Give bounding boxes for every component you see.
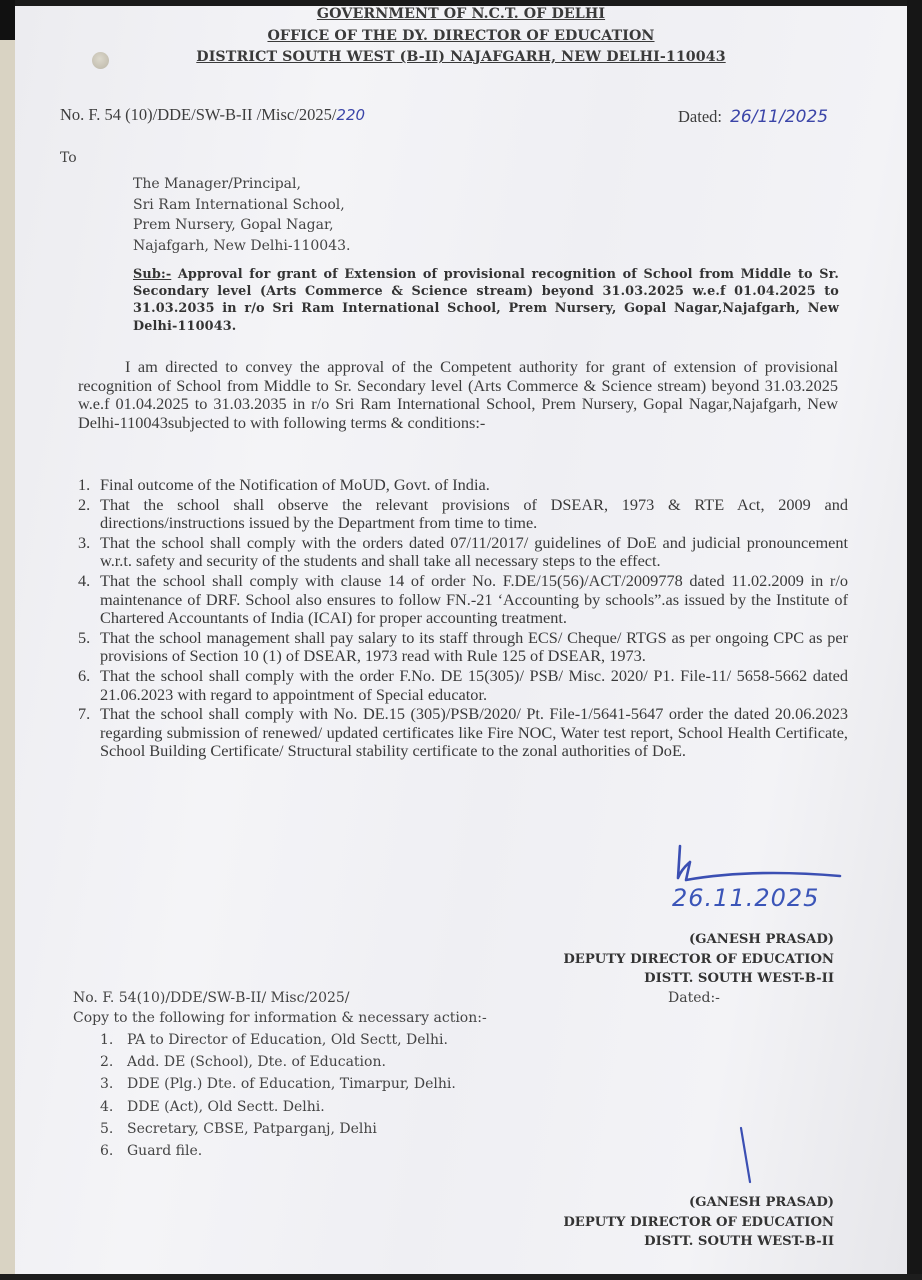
signatory-designation: DEPUTY DIRECTOR OF EDUCATION	[563, 951, 834, 967]
reference-number-handwritten: 220	[336, 106, 366, 124]
copy-recipient	[100, 1096, 456, 1118]
copy-text: DDE (Plg.) Dte. of Education, Timarpur, Delhi.	[127, 1076, 456, 1093]
copy-recipient	[100, 1051, 456, 1073]
copy-reference	[73, 988, 487, 1028]
signatory-designation: DEPUTY DIRECTOR OF EDUCATION	[563, 1214, 834, 1230]
subject	[133, 266, 839, 335]
signatory-district: DISTT. SOUTH WEST-B-II	[644, 971, 834, 986]
copy-number: 1.	[100, 1032, 114, 1048]
to-label: To	[60, 150, 77, 166]
scan-border-left	[0, 40, 15, 1280]
recipient-address	[133, 174, 350, 256]
signature-stroke-2	[735, 1125, 765, 1185]
signatory-name: (GANESH PRASAD)	[689, 932, 834, 947]
copy-intro: Copy to the following for information & necessary action:-	[73, 1010, 487, 1026]
copy-text: Guard file.	[127, 1143, 203, 1160]
recipient-line: Prem Nursery, Gopal Nagar,	[133, 217, 334, 233]
reference-number-prefix: No. F. 54 (10)/DDE/SW-B-II /Misc/2025/	[60, 105, 337, 124]
term-item	[78, 629, 848, 666]
letterhead-line-2: OFFICE OF THE DY. DIRECTOR OF EDUCATION	[267, 28, 655, 44]
signature-date-handwritten: 26.11.2025	[672, 884, 820, 912]
term-number: 2.	[78, 494, 91, 514]
term-text: That the school shall comply with the orders dated 07/11/2017/ guidelines of DoE and judicial pronouncement w.r.t. safety and security of the students and shall take all necessary steps to the effect.	[100, 532, 848, 571]
copy-recipient	[100, 1118, 456, 1140]
term-number: 3.	[78, 532, 91, 552]
reference-number	[60, 105, 365, 125]
term-number: 5.	[78, 627, 91, 647]
term-text: That the school shall observe the relevant provisions of DSEAR, 1973 & RTE Act, 2009 and directions/instructions issued by the Department from time to time.	[100, 494, 848, 533]
term-item	[78, 667, 848, 704]
term-item	[78, 534, 848, 571]
recipient-line: Sri Ram International School,	[133, 196, 345, 213]
signatory-name: (GANESH PRASAD)	[689, 1195, 834, 1210]
letterhead-line-3: DISTRICT SOUTH WEST (B-II) NAJAFGARH, NEW DELHI-110043	[196, 49, 726, 65]
recipient-line: The Manager/Principal,	[133, 176, 301, 192]
term-item	[78, 476, 848, 495]
copy-number: 2.	[100, 1054, 114, 1071]
term-item	[78, 705, 848, 761]
copy-number: 6.	[100, 1143, 114, 1160]
term-text: That the school management shall pay salary to its staff through ECS/ Cheque/ RTGS as per ongoing CPC as per provisions of Section 10 (1) of DSEAR, 1973 read with Rule 125 of DSEAR, 1973.	[100, 627, 848, 666]
term-item	[78, 496, 848, 533]
term-number: 7.	[78, 704, 91, 724]
copy-text: Add. DE (School), Dte. of Education.	[127, 1054, 386, 1071]
copy-number: 4.	[100, 1098, 114, 1115]
term-number: 1.	[78, 475, 91, 494]
scan-border-right	[907, 0, 922, 1280]
term-number: 6.	[78, 665, 91, 685]
copy-text: PA to Director of Education, Old Sectt, Delhi.	[127, 1032, 448, 1048]
term-text: Final outcome of the Notification of MoUD, Govt. of India.	[100, 475, 490, 494]
dated-label: Dated:	[678, 107, 722, 126]
signature-block-1	[563, 930, 834, 989]
body-paragraph: I am directed to convey the approval of the Competent authority for grant of extension of provisional recognition of School from Middle to Sr. Secondary level (Arts Commerce & Science stream) beyond 31.03.2025 w.e.f 01.04.2025 to 31.03.2035 in r/o Sri Ram International School, Prem Nursery, Gopal Nagar,Najafgarh, New Delhi-110043subjected to with following terms & conditions:-	[78, 357, 838, 432]
copy-recipients-list	[100, 1029, 456, 1162]
copy-text: Secretary, CBSE, Patparganj, Delhi	[127, 1120, 377, 1137]
signatory-district: DISTT. SOUTH WEST-B-II	[644, 1234, 834, 1249]
dated-handwritten: 26/11/2025	[730, 107, 829, 127]
copy-recipient	[100, 1073, 456, 1095]
term-item	[78, 572, 848, 628]
subject-text: Approval for grant of Extension of provisional recognition of School from Middle to Sr. Secondary level (Arts Commerce & Science stream) beyond 31.03.2025 w.e.f 01.04.2025 to 31.03.2035 in r/o Sri Ram International School, Prem Nursery, Gopal Nagar,Najafgarh, New Delhi-110043.	[133, 267, 839, 334]
signature-block-2	[563, 1193, 834, 1252]
copy-reference-number: No. F. 54(10)/DDE/SW-B-II/ Misc/2025/	[73, 990, 350, 1006]
term-number: 4.	[78, 570, 91, 590]
copy-dated-label: Dated:-	[668, 990, 720, 1006]
term-text: That the school shall comply with No. DE.15 (305)/PSB/2020/ Pt. File-1/5641-5647 order the dated 20.06.2023 regarding submission of renewed/ updated certificates like Fire NOC, Water test report, School Health Certificate, School Building Certificate/ Structural stability certificate to the zonal authorities of DoE.	[100, 704, 848, 761]
scan-border-bottom	[0, 1274, 922, 1280]
term-text: That the school shall comply with the order F.No. DE 15(305)/ PSB/ Misc. 2020/ P1. File-11/ 5658-5662 dated 21.06.2023 with regard to appointment of Special educator.	[100, 665, 848, 704]
dated-line	[678, 107, 828, 127]
recipient-line: Najafgarh, New Delhi-110043.	[133, 237, 351, 254]
letterhead-line-1: GOVERNMENT OF N.C.T. OF DELHI	[316, 6, 606, 22]
copy-text: DDE (Act), Old Sectt. Delhi.	[127, 1098, 325, 1115]
term-text: That the school shall comply with clause 14 of order No. F.DE/15(56)/ACT/2009778 dated 11.02.2009 in r/o maintenance of DRF. School also ensures to follow FN.-21 ‘Accounting by schools”.as issued by the Institute of Chartered Accountants of India (ICAI) for proper accounting treatment.	[100, 570, 848, 628]
copy-recipient	[100, 1029, 456, 1051]
copy-recipient	[100, 1140, 456, 1162]
terms-list	[78, 476, 848, 762]
copy-number: 5.	[100, 1120, 114, 1137]
copy-number: 3.	[100, 1076, 114, 1093]
subject-label: Sub:-	[133, 267, 172, 282]
